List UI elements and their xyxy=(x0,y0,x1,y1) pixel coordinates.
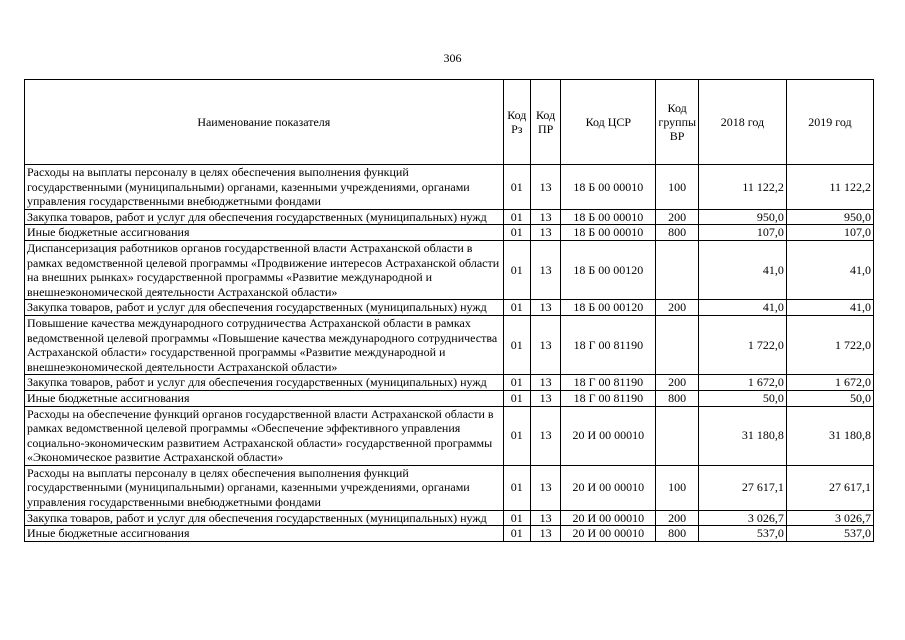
row-2019: 41,0 xyxy=(786,300,873,316)
row-vr: 800 xyxy=(656,225,699,241)
row-vr: 200 xyxy=(656,209,699,225)
row-pr: 13 xyxy=(530,390,560,406)
row-vr: 200 xyxy=(656,375,699,391)
row-csr: 18 Г 00 81190 xyxy=(561,375,656,391)
row-vr: 800 xyxy=(656,526,699,542)
row-name: Иные бюджетные ассигнования xyxy=(25,526,504,542)
row-2019: 537,0 xyxy=(786,526,873,542)
row-2018: 1 672,0 xyxy=(698,375,786,391)
row-rz: 01 xyxy=(503,406,530,465)
row-csr: 20 И 00 00010 xyxy=(561,526,656,542)
row-pr: 13 xyxy=(530,375,560,391)
table-row xyxy=(25,315,874,374)
budget-table xyxy=(24,79,874,542)
header-rz: Код Рз xyxy=(503,80,530,165)
row-rz: 01 xyxy=(503,390,530,406)
row-rz: 01 xyxy=(503,375,530,391)
row-vr: 100 xyxy=(656,465,699,510)
row-csr: 18 Б 00 00010 xyxy=(561,209,656,225)
table-row xyxy=(25,225,874,241)
row-2019: 107,0 xyxy=(786,225,873,241)
row-2018: 11 122,2 xyxy=(698,165,786,210)
row-rz: 01 xyxy=(503,165,530,210)
row-vr xyxy=(656,240,699,299)
row-name: Закупка товаров, работ и услуг для обеспечения государственных (муниципальных) нужд xyxy=(25,300,504,316)
row-2018: 27 617,1 xyxy=(698,465,786,510)
row-pr: 13 xyxy=(530,526,560,542)
row-2019: 3 026,7 xyxy=(786,510,873,526)
row-vr: 200 xyxy=(656,510,699,526)
row-2018: 50,0 xyxy=(698,390,786,406)
row-2018: 41,0 xyxy=(698,300,786,316)
row-pr: 13 xyxy=(530,240,560,299)
row-2018: 537,0 xyxy=(698,526,786,542)
table-row xyxy=(25,526,874,542)
table-row xyxy=(25,510,874,526)
row-vr xyxy=(656,315,699,374)
row-rz: 01 xyxy=(503,315,530,374)
table-row xyxy=(25,300,874,316)
row-2019: 27 617,1 xyxy=(786,465,873,510)
row-2019: 50,0 xyxy=(786,390,873,406)
row-csr: 18 Г 00 81190 xyxy=(561,315,656,374)
header-pr: Код ПР xyxy=(530,80,560,165)
row-pr: 13 xyxy=(530,315,560,374)
row-2019: 1 672,0 xyxy=(786,375,873,391)
row-2019: 31 180,8 xyxy=(786,406,873,465)
table-row xyxy=(25,390,874,406)
page-number: 306 xyxy=(443,51,462,65)
row-name: Закупка товаров, работ и услуг для обеспечения государственных (муниципальных) нужд xyxy=(25,510,504,526)
row-csr: 18 Б 00 00120 xyxy=(561,300,656,316)
row-pr: 13 xyxy=(530,209,560,225)
table-row xyxy=(25,406,874,465)
row-csr: 18 Б 00 00010 xyxy=(561,225,656,241)
table-row xyxy=(25,375,874,391)
row-name: Закупка товаров, работ и услуг для обеспечения государственных (муниципальных) нужд xyxy=(25,375,504,391)
row-2019: 41,0 xyxy=(786,240,873,299)
table-row xyxy=(25,240,874,299)
table-row xyxy=(25,209,874,225)
header-2018: 2018 год xyxy=(698,80,786,165)
row-2018: 31 180,8 xyxy=(698,406,786,465)
row-rz: 01 xyxy=(503,240,530,299)
row-rz: 01 xyxy=(503,465,530,510)
table-row xyxy=(25,465,874,510)
row-rz: 01 xyxy=(503,300,530,316)
header-row xyxy=(25,80,874,165)
row-csr: 20 И 00 00010 xyxy=(561,465,656,510)
row-name: Расходы на выплаты персоналу в целях обеспечения выполнения функций государственными (муниципальными) органами, казенными учреждениями, органами управления государственными внебюджетными фондами xyxy=(25,165,504,210)
row-vr: 100 xyxy=(656,165,699,210)
row-name: Закупка товаров, работ и услуг для обеспечения государственных (муниципальных) нужд xyxy=(25,209,504,225)
row-pr: 13 xyxy=(530,510,560,526)
row-name: Диспансеризация работников органов государственной власти Астраханской области в рамках ведомственной целевой программы «Продвижение интересов Астраханской области на внешних рынках» государственной программы «Развитие международной и внешнеэкономической деятельности Астраханской области» xyxy=(25,240,504,299)
row-csr: 20 И 00 00010 xyxy=(561,406,656,465)
row-rz: 01 xyxy=(503,510,530,526)
row-rz: 01 xyxy=(503,225,530,241)
row-rz: 01 xyxy=(503,209,530,225)
row-vr: 200 xyxy=(656,300,699,316)
row-name: Повышение качества международного сотрудничества Астраханской области в рамках ведомственной целевой программы «Повышение качества международного сотрудничества Астраханской области» государственной программы «Развитие международной и внешнеэкономической деятельности Астраханской области» xyxy=(25,315,504,374)
row-pr: 13 xyxy=(530,165,560,210)
row-csr: 18 Б 00 00010 xyxy=(561,165,656,210)
header-2019: 2019 год xyxy=(786,80,873,165)
row-2018: 3 026,7 xyxy=(698,510,786,526)
row-2019: 1 722,0 xyxy=(786,315,873,374)
table-row xyxy=(25,165,874,210)
row-2019: 11 122,2 xyxy=(786,165,873,210)
row-pr: 13 xyxy=(530,225,560,241)
row-rz: 01 xyxy=(503,526,530,542)
row-csr: 18 Г 00 81190 xyxy=(561,390,656,406)
row-name: Иные бюджетные ассигнования xyxy=(25,225,504,241)
row-csr: 20 И 00 00010 xyxy=(561,510,656,526)
header-name: Наименование показателя xyxy=(25,80,504,165)
row-name: Расходы на выплаты персоналу в целях обеспечения выполнения функций государственными (муниципальными) органами, казенными учреждениями, органами управления государственными внебюджетными фондами xyxy=(25,465,504,510)
row-2019: 950,0 xyxy=(786,209,873,225)
header-vr: Код группы ВР xyxy=(656,80,699,165)
row-pr: 13 xyxy=(530,465,560,510)
row-2018: 41,0 xyxy=(698,240,786,299)
row-name: Расходы на обеспечение функций органов государственной власти Астраханской области в рамках ведомственной целевой программы «Обеспечение эффективного управления социально-экономическим развитием Астраханской области» государственной программы «Экономическое развитие Астраханской области» xyxy=(25,406,504,465)
header-csr: Код ЦСР xyxy=(561,80,656,165)
row-2018: 107,0 xyxy=(698,225,786,241)
row-name: Иные бюджетные ассигнования xyxy=(25,390,504,406)
row-vr: 800 xyxy=(656,390,699,406)
row-vr xyxy=(656,406,699,465)
row-2018: 1 722,0 xyxy=(698,315,786,374)
row-csr: 18 Б 00 00120 xyxy=(561,240,656,299)
row-pr: 13 xyxy=(530,300,560,316)
row-2018: 950,0 xyxy=(698,209,786,225)
row-pr: 13 xyxy=(530,406,560,465)
